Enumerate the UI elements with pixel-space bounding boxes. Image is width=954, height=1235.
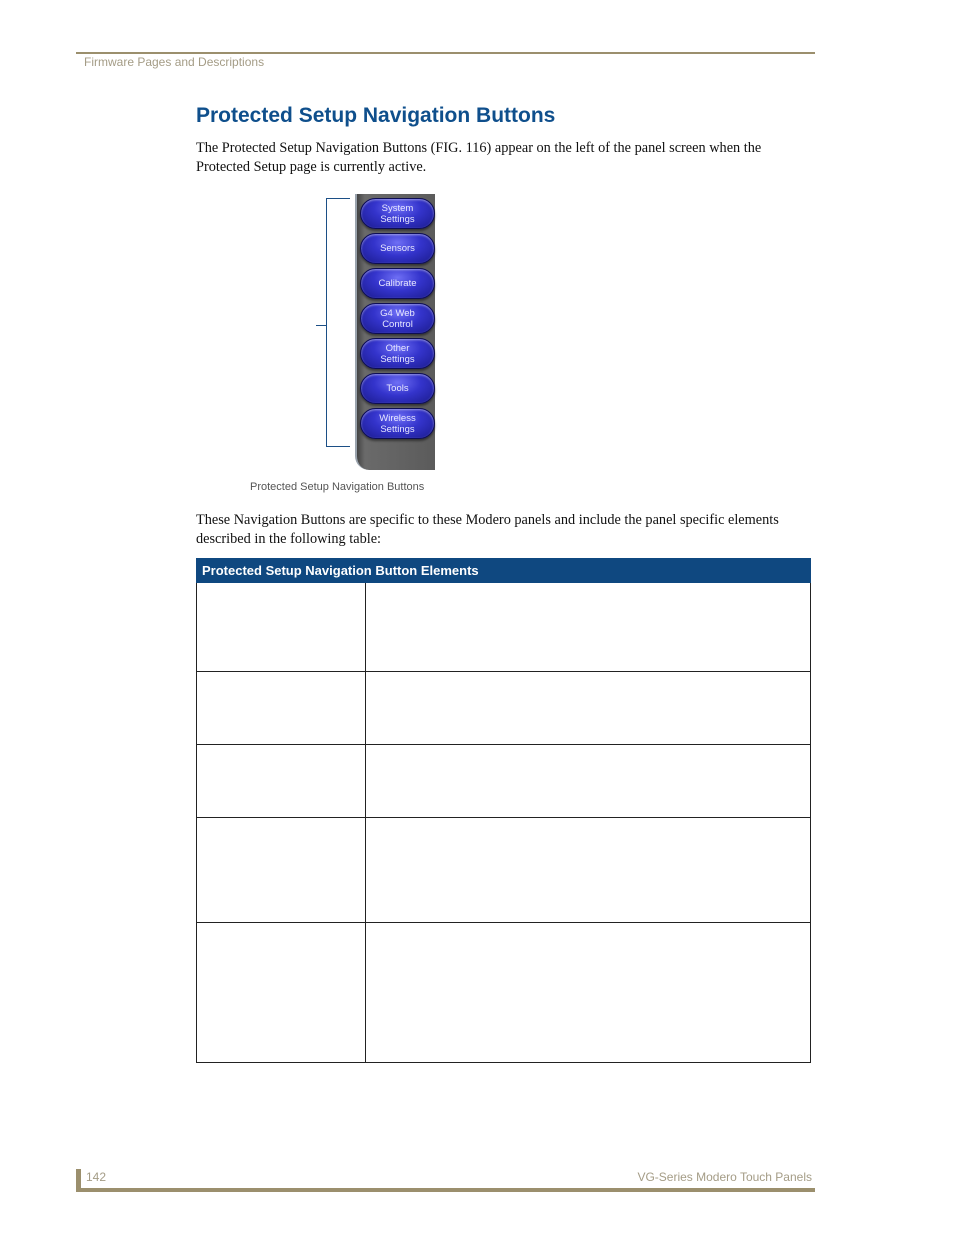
page-number: 142 [86, 1170, 107, 1184]
footer-doc-title: VG-Series Modero Touch Panels [637, 1170, 812, 1184]
table-row [197, 818, 811, 923]
nav-button-panel [355, 194, 435, 470]
table-cell-desc [366, 583, 811, 672]
wireless-settings-button[interactable]: Wireless Settings [360, 408, 435, 439]
figure-bracket-tick [316, 325, 327, 326]
system-settings-button[interactable]: System Settings [360, 198, 435, 229]
header-rule [76, 52, 815, 54]
footer-rule [76, 1188, 815, 1192]
table-cell-desc [366, 672, 811, 745]
calibrate-button[interactable]: Calibrate [360, 268, 435, 299]
figure-bracket [326, 198, 350, 447]
running-header: Firmware Pages and Descriptions [84, 55, 265, 69]
table-cell-name [197, 583, 366, 672]
table-row [197, 672, 811, 745]
table-header: Protected Setup Navigation Button Elements [197, 559, 811, 583]
table-cell-desc [366, 745, 811, 818]
table-cell-name [197, 672, 366, 745]
intro-paragraph: The Protected Setup Navigation Buttons (FIG. 116) appear on the left of the panel screen when the Protected Setup page is currently active. [196, 140, 762, 175]
table-row [197, 923, 811, 1063]
sensors-button[interactable]: Sensors [360, 233, 435, 264]
table-row [197, 745, 811, 818]
table-cell-name [197, 923, 366, 1063]
g4-web-control-button[interactable]: G4 Web Control [360, 303, 435, 334]
elements-table [196, 558, 811, 1063]
table-cell-desc [366, 923, 811, 1063]
other-settings-button[interactable]: Other Settings [360, 338, 435, 369]
table-row [197, 583, 811, 672]
tools-button[interactable]: Tools [360, 373, 435, 404]
table-cell-desc [366, 818, 811, 923]
table-cell-name [197, 818, 366, 923]
section-title: Protected Setup Navigation Buttons [196, 104, 556, 127]
body-paragraph: These Navigation Buttons are specific to these Modero panels and include the panel specific elements described in the following table: [196, 512, 779, 547]
figure-caption: Protected Setup Navigation Buttons [250, 481, 425, 493]
table-cell-name [197, 745, 366, 818]
